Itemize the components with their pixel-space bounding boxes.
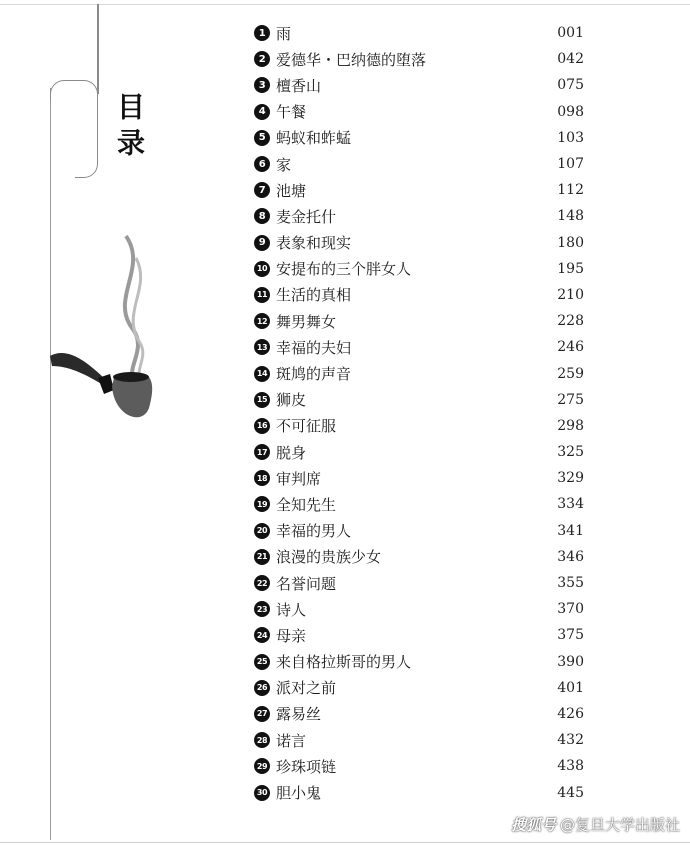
entry-number-badge: 26 bbox=[254, 680, 270, 696]
toc-entry[interactable] bbox=[254, 282, 584, 308]
entry-number-badge: 7 bbox=[254, 182, 270, 198]
watermark-logo: 搜狐号 bbox=[510, 816, 556, 834]
entry-number-badge: 18 bbox=[254, 470, 270, 486]
entry-title: 生活的真相 bbox=[276, 286, 352, 305]
entry-number-badge: 8 bbox=[254, 208, 270, 224]
entry-number-badge: 10 bbox=[254, 261, 270, 277]
entry-number-badge: 12 bbox=[254, 313, 270, 329]
entry-number-badge: 6 bbox=[254, 156, 270, 172]
entry-page-number: 195 bbox=[557, 260, 584, 277]
toc-entry[interactable] bbox=[254, 99, 584, 125]
entry-title: 檀香山 bbox=[276, 76, 322, 95]
toc-entry[interactable] bbox=[254, 20, 584, 46]
entry-page-number: 210 bbox=[557, 286, 584, 303]
entry-page-number: 346 bbox=[557, 548, 584, 565]
entry-page-number: 375 bbox=[557, 627, 584, 644]
toc-entry[interactable] bbox=[254, 72, 584, 98]
entry-title: 安提布的三个胖女人 bbox=[276, 260, 412, 279]
toc-entry[interactable] bbox=[254, 439, 584, 465]
entry-number-badge: 2 bbox=[254, 51, 270, 67]
entry-page-number: 341 bbox=[557, 522, 584, 539]
entry-title: 爱德华・巴纳德的堕落 bbox=[276, 50, 427, 69]
toc-entry[interactable] bbox=[254, 753, 584, 779]
entry-number-badge: 1 bbox=[254, 25, 270, 41]
entry-title: 派对之前 bbox=[276, 679, 337, 698]
toc-entry[interactable] bbox=[254, 544, 584, 570]
entry-number-badge: 15 bbox=[254, 392, 270, 408]
entry-page-number: 228 bbox=[557, 313, 584, 330]
entry-title: 不可征服 bbox=[276, 417, 337, 436]
entry-title: 雨 bbox=[276, 24, 292, 43]
entry-title: 来自格拉斯哥的男人 bbox=[276, 653, 412, 672]
entry-page-number: 401 bbox=[557, 679, 584, 696]
watermark-text: @复旦大学出版社 bbox=[559, 816, 680, 834]
toc-entry[interactable] bbox=[254, 125, 584, 151]
entry-number-badge: 20 bbox=[254, 523, 270, 539]
entry-title: 麦金托什 bbox=[276, 207, 337, 226]
entry-number-badge: 23 bbox=[254, 601, 270, 617]
entry-title: 午餐 bbox=[276, 103, 307, 122]
toc-entry[interactable] bbox=[254, 308, 584, 334]
toc-entry[interactable] bbox=[254, 203, 584, 229]
entry-page-number: 107 bbox=[557, 156, 584, 173]
toc-entry[interactable] bbox=[254, 570, 584, 596]
top-rule bbox=[0, 4, 690, 5]
entry-page-number: 355 bbox=[557, 575, 584, 592]
toc-entry[interactable] bbox=[254, 596, 584, 622]
entry-page-number: 438 bbox=[557, 758, 584, 775]
entry-number-badge: 27 bbox=[254, 706, 270, 722]
toc-entry[interactable] bbox=[254, 701, 584, 727]
entry-page-number: 098 bbox=[557, 103, 584, 120]
entry-number-badge: 24 bbox=[254, 627, 270, 643]
entry-title: 胆小鬼 bbox=[276, 784, 322, 803]
entry-page-number: 432 bbox=[557, 732, 584, 749]
toc-list bbox=[254, 20, 584, 806]
bracket-left-arc bbox=[50, 80, 76, 101]
toc-entry[interactable] bbox=[254, 46, 584, 72]
toc-entry[interactable] bbox=[254, 360, 584, 386]
toc-entry[interactable] bbox=[254, 465, 584, 491]
toc-entry[interactable] bbox=[254, 779, 584, 805]
entry-title: 母亲 bbox=[276, 626, 307, 645]
heading-bracket bbox=[75, 80, 98, 178]
toc-entry[interactable] bbox=[254, 256, 584, 282]
entry-number-badge: 28 bbox=[254, 732, 270, 748]
entry-number-badge: 16 bbox=[254, 418, 270, 434]
entry-title: 诗人 bbox=[276, 600, 307, 619]
entry-title: 珍珠项链 bbox=[276, 757, 337, 776]
entry-number-badge: 30 bbox=[254, 785, 270, 801]
bracket-top-line bbox=[97, 4, 99, 94]
entry-title: 舞男舞女 bbox=[276, 312, 337, 331]
entry-number-badge: 14 bbox=[254, 366, 270, 382]
entry-number-badge: 22 bbox=[254, 575, 270, 591]
entry-title: 脱身 bbox=[276, 443, 307, 462]
entry-number-badge: 29 bbox=[254, 758, 270, 774]
pipe-icon bbox=[48, 228, 163, 428]
entry-number-badge: 11 bbox=[254, 287, 270, 303]
bottom-rule bbox=[0, 842, 690, 843]
entry-page-number: 426 bbox=[557, 705, 584, 722]
entry-title: 狮皮 bbox=[276, 391, 307, 410]
entry-page-number: 370 bbox=[557, 601, 584, 618]
entry-number-badge: 5 bbox=[254, 130, 270, 146]
entry-page-number: 148 bbox=[557, 208, 584, 225]
entry-page-number: 112 bbox=[557, 182, 584, 199]
entry-page-number: 103 bbox=[557, 129, 584, 146]
toc-entry[interactable] bbox=[254, 413, 584, 439]
toc-entry[interactable] bbox=[254, 387, 584, 413]
entry-title: 蚂蚁和蚱蜢 bbox=[276, 129, 352, 148]
page-heading: 目录 bbox=[113, 92, 146, 164]
entry-number-badge: 9 bbox=[254, 235, 270, 251]
entry-title: 家 bbox=[276, 155, 292, 174]
entry-page-number: 042 bbox=[557, 51, 584, 68]
entry-page-number: 246 bbox=[557, 339, 584, 356]
entry-number-badge: 3 bbox=[254, 77, 270, 93]
entry-number-badge: 4 bbox=[254, 104, 270, 120]
entry-page-number: 180 bbox=[557, 234, 584, 251]
entry-title: 浪漫的贵族少女 bbox=[276, 548, 382, 567]
watermark bbox=[511, 814, 680, 835]
entry-title: 幸福的夫妇 bbox=[276, 338, 352, 357]
entry-number-badge: 17 bbox=[254, 444, 270, 460]
entry-page-number: 298 bbox=[557, 417, 584, 434]
entry-page-number: 329 bbox=[557, 470, 584, 487]
entry-title: 表象和现实 bbox=[276, 234, 352, 253]
entry-title: 全知先生 bbox=[276, 495, 337, 514]
entry-page-number: 001 bbox=[557, 25, 584, 42]
entry-number-badge: 13 bbox=[254, 339, 270, 355]
entry-page-number: 445 bbox=[557, 784, 584, 801]
entry-title: 名誉问题 bbox=[276, 574, 337, 593]
toc-entry[interactable] bbox=[254, 622, 584, 648]
toc-entry[interactable] bbox=[254, 518, 584, 544]
entry-page-number: 259 bbox=[557, 365, 584, 382]
toc-entry[interactable] bbox=[254, 151, 584, 177]
toc-entry[interactable] bbox=[254, 334, 584, 360]
entry-number-badge: 25 bbox=[254, 654, 270, 670]
toc-entry[interactable] bbox=[254, 177, 584, 203]
entry-number-badge: 21 bbox=[254, 549, 270, 565]
entry-page-number: 275 bbox=[557, 391, 584, 408]
entry-page-number: 075 bbox=[557, 77, 584, 94]
entry-title: 池塘 bbox=[276, 181, 307, 200]
toc-entry[interactable] bbox=[254, 675, 584, 701]
spine-line bbox=[50, 88, 51, 840]
entry-title: 露易丝 bbox=[276, 705, 322, 724]
toc-entry[interactable] bbox=[254, 491, 584, 517]
entry-page-number: 325 bbox=[557, 444, 584, 461]
entry-page-number: 334 bbox=[557, 496, 584, 513]
entry-page-number: 390 bbox=[557, 653, 584, 670]
toc-entry[interactable] bbox=[254, 649, 584, 675]
entry-title: 斑鸠的声音 bbox=[276, 365, 352, 384]
entry-number-badge: 19 bbox=[254, 496, 270, 512]
entry-title: 审判席 bbox=[276, 469, 322, 488]
toc-entry[interactable] bbox=[254, 230, 584, 256]
entry-title: 诺言 bbox=[276, 731, 307, 750]
toc-entry[interactable] bbox=[254, 727, 584, 753]
entry-title: 幸福的男人 bbox=[276, 522, 352, 541]
